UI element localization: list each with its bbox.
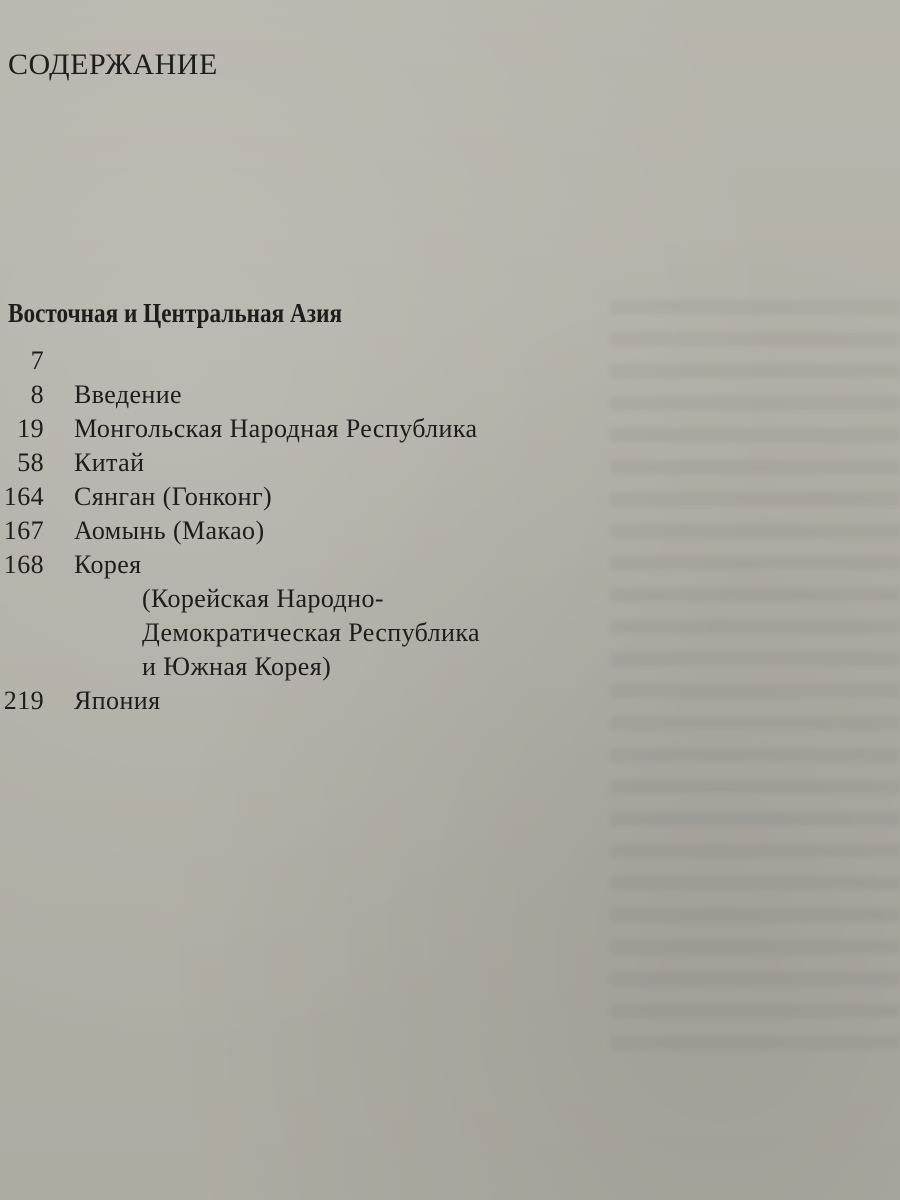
toc-page-number: 219 (3, 686, 44, 715)
toc-page-number: 167 (3, 516, 44, 545)
toc-entry (0, 480, 620, 514)
toc-subtitle: Демократическая Республика (142, 618, 480, 647)
toc-page-number: 7 (30, 346, 44, 375)
toc-title: Китай (74, 448, 145, 477)
toc-entry (0, 344, 620, 378)
toc-page-number: 164 (3, 482, 44, 511)
toc-title: Корея (74, 550, 142, 579)
show-through-text (610, 300, 900, 1060)
toc-entry (0, 684, 620, 718)
toc-entry (0, 378, 620, 412)
toc-page-number: 168 (3, 550, 44, 579)
toc-subtitle-line (0, 650, 620, 684)
toc-entry (0, 548, 620, 582)
toc-subtitle: и Южная Корея) (142, 652, 332, 681)
toc-title: Монгольская Народная Республика (74, 414, 478, 443)
toc-entry (0, 514, 620, 548)
toc-subtitle-line (0, 582, 620, 616)
toc-subtitle: (Корейская Народно- (142, 584, 384, 613)
toc-title: Аомынь (Макао) (74, 516, 265, 545)
toc-entry (0, 446, 620, 480)
table-of-contents (0, 344, 620, 718)
page-heading: СОДЕРЖАНИЕ (8, 48, 218, 81)
toc-page-number: 19 (17, 414, 44, 443)
section-title: Восточная и Центральная Азия (8, 298, 343, 328)
toc-title: Сянган (Гонконг) (74, 482, 273, 511)
toc-title: Япония (74, 686, 161, 715)
toc-entry (0, 412, 620, 446)
toc-subtitle-line (0, 616, 620, 650)
toc-title: Введение (74, 380, 182, 409)
toc-page-number: 58 (17, 448, 44, 477)
toc-page-number: 8 (30, 380, 44, 409)
